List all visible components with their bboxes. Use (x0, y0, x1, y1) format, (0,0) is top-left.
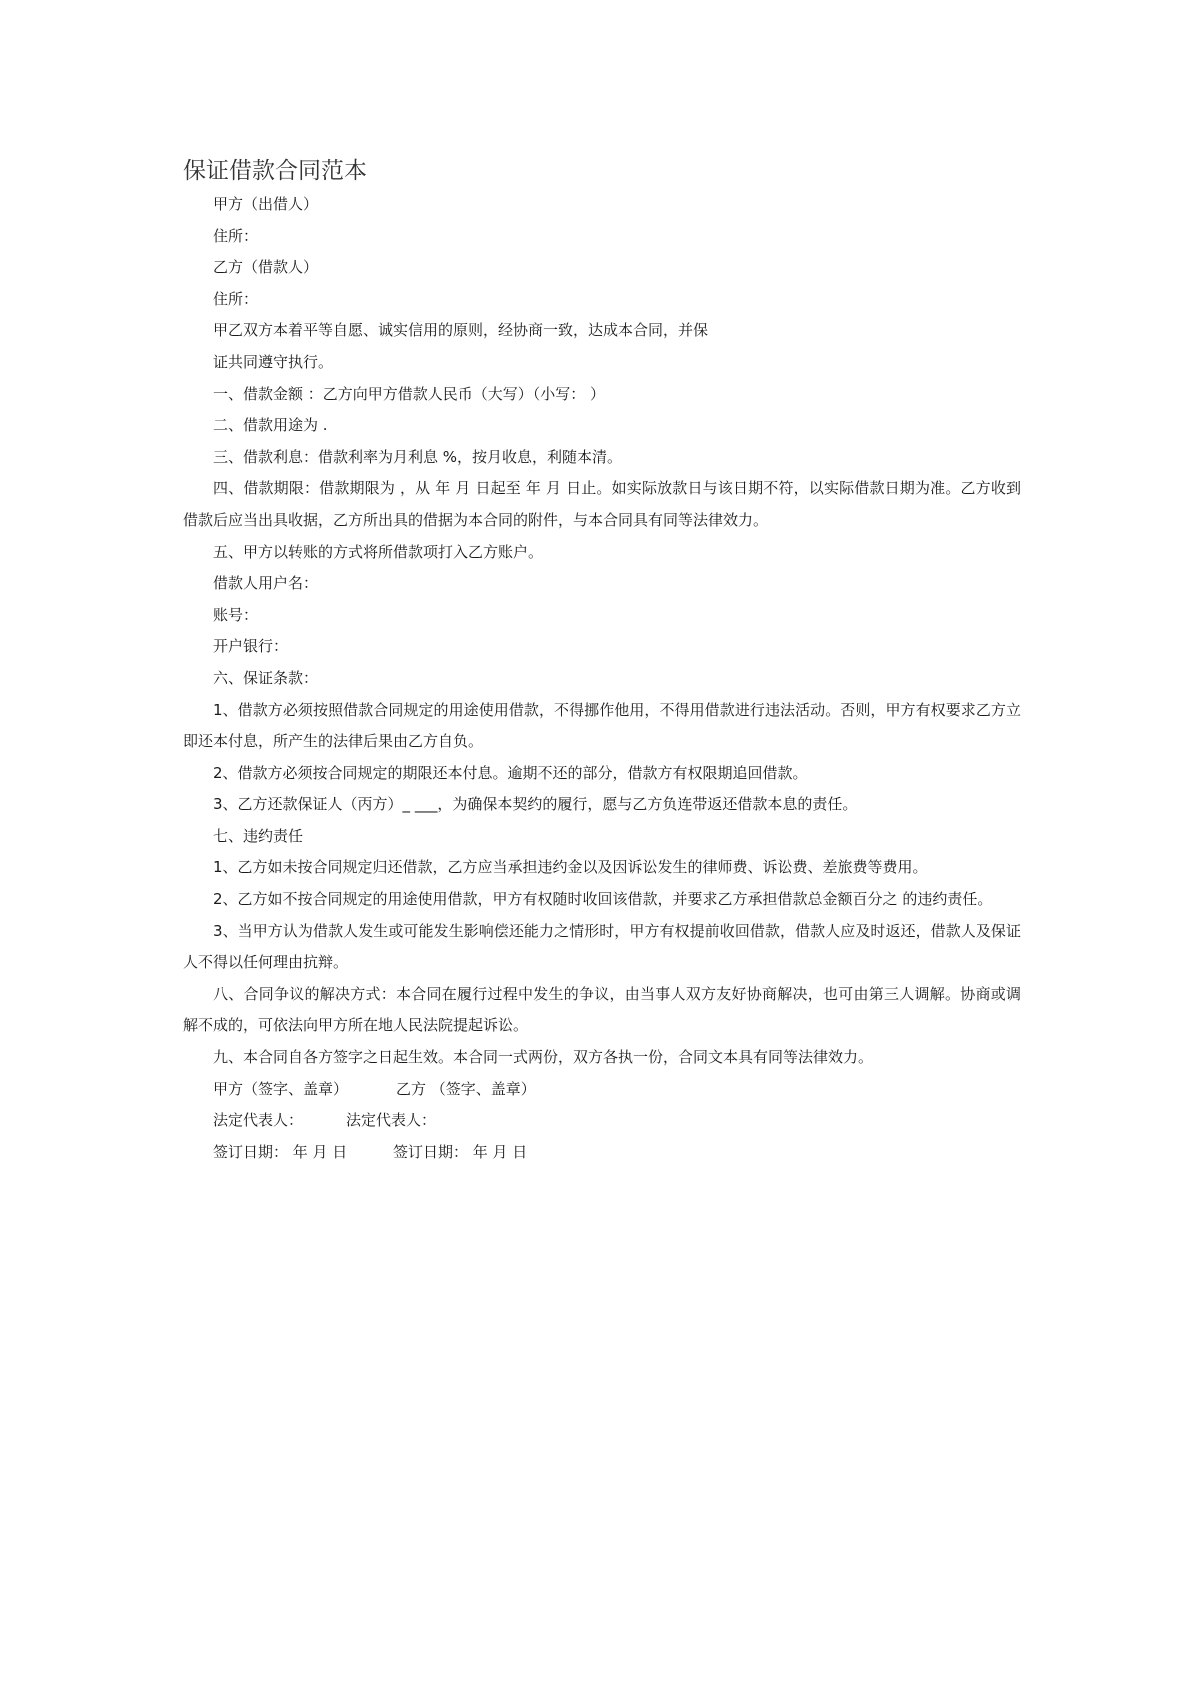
opening-bank: 开户银行： (213, 637, 289, 656)
breach-heading: 七、违约责任 (213, 826, 304, 845)
clause-loan-purpose: 二、借款用途为 . (213, 416, 328, 435)
breach-item-2: 2、乙方如不按合同规定的用途使用借款，甲方有权随时收回该借款，并要求乙方承担借款总金额百分之 的违约责任。 (213, 890, 993, 909)
borrower-username: 借款人用户名： (213, 574, 319, 593)
clause-effectiveness: 九、本合同自各方签字之日起生效。本合同一式两份，双方各执一份，合同文本具有同等法律效力。 (213, 1048, 874, 1067)
document-body (183, 189, 1021, 1168)
guarantee-item-2: 2、借款方必须按合同规定的期限还本付息。逾期不还的部分，借款方有权限期追回借款。 (213, 763, 808, 782)
signing-date-row (183, 1137, 1021, 1169)
clause-loan-interest: 三、借款利息：借款利率为月利息 %，按月收息，利随本清。 (213, 447, 623, 466)
clause-loan-amount: 一、借款金额 ：乙方向甲方借款人民币（大写）（小写： ） (213, 384, 606, 403)
party-a-signature: 甲方（签字、盖章） (213, 1079, 349, 1098)
breach-item-3: 3、当甲方认为借款人发生或可能发生影响偿还能力之情形时，甲方有权提前收回借款，借款人应及时返还，借款人及保证人不得以任何理由抗辩。 (183, 921, 1021, 972)
representative-row (183, 1105, 1021, 1137)
document-title: 保证借款合同范本 (183, 158, 367, 184)
party-b-label: 乙方（借款人） (213, 258, 319, 277)
preamble-line-1: 甲乙双方本着平等自愿、诚实信用的原则，经协商一致，达成本合同，并保 (213, 321, 709, 340)
party-a-label: 甲方（出借人） (213, 195, 319, 213)
party-a-signing-date: 签订日期： 年 月 日 (213, 1142, 348, 1161)
party-a-representative: 法定代表人： (213, 1111, 304, 1130)
party-b-representative: 法定代表人： (346, 1111, 437, 1130)
party-b-signing-date: 签订日期： 年 月 日 (393, 1142, 528, 1161)
clause-loan-term: 四、借款期限：借款期限为 ，从 年 月 日起至 年 月 日止。如实际放款日与该日期不符，以实际借款日期为准。乙方收到借款后应当出具收据，乙方所出具的借据为本合同的附件，与本合同具有同等法律效力。 (183, 479, 1021, 529)
guarantee-heading: 六、保证条款： (213, 668, 319, 687)
breach-item-1: 1、乙方如未按合同规定归还借款，乙方应当承担违约金以及因诉讼发生的律师费、诉讼费、差旅费等费用。 (213, 858, 928, 877)
party-b-signature: 乙方 （签字、盖章） (396, 1079, 536, 1098)
clause-dispute-resolution: 八、合同争议的解决方式：本合同在履行过程中发生的争议，由当事人双方友好协商解决，也可由第三人调解。协商或调解不成的，可依法向甲方所在地人民法院提起诉讼。 (183, 984, 1021, 1035)
party-b-address: 住所： (213, 289, 259, 308)
guarantee-item-3: 3、乙方还款保证人（丙方）_ ___，为确保本契约的履行，愿与乙方负连带返还借款本息的责任。 (213, 795, 858, 814)
party-a-address: 住所： (213, 226, 259, 245)
signature-row (183, 1074, 1021, 1106)
account-number: 账号： (213, 605, 259, 624)
preamble-line-2: 证共同遵守执行。 (213, 352, 334, 371)
guarantee-item-1: 1、借款方必须按照借款合同规定的用途使用借款，不得挪作他用，不得用借款进行违法活动。否则，甲方有权要求乙方立即还本付息，所产生的法律后果由乙方自负。 (183, 700, 1021, 751)
clause-transfer: 五、甲方以转账的方式将所借款项打入乙方账户。 (213, 542, 544, 561)
